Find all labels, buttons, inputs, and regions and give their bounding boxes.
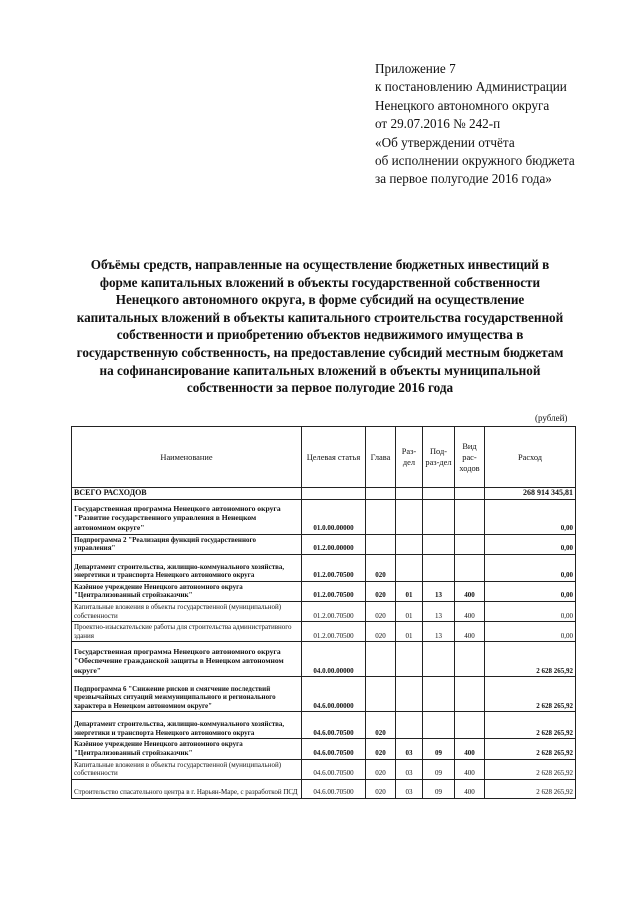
cell-subsection xyxy=(423,499,455,534)
table-row xyxy=(72,712,576,739)
cell-target: 01.2.00.70500 xyxy=(302,622,366,642)
cell-section: 03 xyxy=(396,759,423,779)
cell-name: Подпрограмма 6 "Снижение рисков и смягчение последствий чрезвычайных ситуаций межмуниципального и регионального характера в Ненецком автономном округе" xyxy=(72,677,302,712)
cell-chapter xyxy=(366,642,396,677)
cell-section xyxy=(396,677,423,712)
cell-target: 01.2.00.70500 xyxy=(302,554,366,581)
table-row xyxy=(72,622,576,642)
cell-subsection: 09 xyxy=(423,739,455,759)
cell-section xyxy=(396,534,423,554)
cell-name: Государственная программа Ненецкого автономного округа "Развитие государственного управления в Ненецком автономном округе" xyxy=(72,499,302,534)
cell-name: Государственная программа Ненецкого автономного округа "Обеспечение гражданской защиты в Ненецком автономном округе" xyxy=(72,642,302,677)
budget-table xyxy=(71,426,576,799)
cell-section xyxy=(396,554,423,581)
cell-target: 01.2.00.70500 xyxy=(302,581,366,601)
cell-name: Капитальные вложения в объекты государственной (муниципальной) собственности xyxy=(72,759,302,779)
cell-target: 04.0.00.00000 xyxy=(302,642,366,677)
appendix-line: «Об утверждении отчёта xyxy=(375,134,515,150)
cell-target xyxy=(302,488,366,500)
cell-chapter: 020 xyxy=(366,581,396,601)
appendix-line: за первое полугодие 2016 года» xyxy=(375,171,552,187)
cell-amount: 0,00 xyxy=(485,554,576,581)
cell-chapter: 020 xyxy=(366,601,396,621)
cell-section: 03 xyxy=(396,779,423,798)
cell-name: Капитальные вложения в объекты государственной (муниципальной) собственности xyxy=(72,601,302,621)
cell-name: Департамент строительства, жилищно-коммунального хозяйства, энергетики и транспорта Ненецкого автономного округа xyxy=(72,712,302,739)
appendix-line: Приложение 7 xyxy=(375,61,456,76)
table-row xyxy=(72,534,576,554)
cell-subsection: 13 xyxy=(423,622,455,642)
cell-expense-type: 400 xyxy=(455,759,485,779)
cell-subsection: 09 xyxy=(423,759,455,779)
table-row xyxy=(72,759,576,779)
cell-subsection: 13 xyxy=(423,581,455,601)
cell-name: ВСЕГО РАСХОДОВ xyxy=(72,488,302,500)
cell-expense-type xyxy=(455,488,485,500)
cell-target: 04.6.00.70500 xyxy=(302,712,366,739)
cell-expense-type: 400 xyxy=(455,601,485,621)
cell-expense-type: 400 xyxy=(455,779,485,798)
cell-target: 01.0.00.00000 xyxy=(302,499,366,534)
cell-chapter xyxy=(366,677,396,712)
cell-target: 01.2.00.70500 xyxy=(302,601,366,621)
cell-expense-type xyxy=(455,499,485,534)
header-amount: Расход xyxy=(485,427,576,488)
cell-subsection xyxy=(423,554,455,581)
header-target: Целевая статья xyxy=(302,427,366,488)
cell-subsection xyxy=(423,488,455,500)
cell-expense-type xyxy=(455,642,485,677)
cell-subsection: 13 xyxy=(423,601,455,621)
cell-name: Строительство спасательного центра в г. Нарьян-Маре, с разработкой ПСД xyxy=(72,779,302,798)
cell-amount: 2 628 265,92 xyxy=(485,677,576,712)
cell-section: 01 xyxy=(396,601,423,621)
cell-chapter: 020 xyxy=(366,739,396,759)
cell-target: 04.6.00.00000 xyxy=(302,677,366,712)
cell-name: Департамент строительства, жилищно-коммунального хозяйства, энергетики и транспорта Ненецкого автономного округа xyxy=(72,554,302,581)
cell-expense-type: 400 xyxy=(455,622,485,642)
cell-chapter: 020 xyxy=(366,554,396,581)
appendix-line: к постановлению Администрации xyxy=(375,79,567,95)
cell-target: 04.6.00.70500 xyxy=(302,759,366,779)
cell-name: Казённое учреждение Ненецкого автономного округа "Централизованный стройзаказчик" xyxy=(72,581,302,601)
cell-subsection xyxy=(423,712,455,739)
table-row xyxy=(72,739,576,759)
cell-expense-type xyxy=(455,534,485,554)
cell-section xyxy=(396,712,423,739)
table-row xyxy=(72,601,576,621)
cell-section xyxy=(396,499,423,534)
cell-expense-type xyxy=(455,677,485,712)
cell-amount: 2 628 265,92 xyxy=(485,779,576,798)
cell-chapter xyxy=(366,499,396,534)
cell-subsection: 09 xyxy=(423,779,455,798)
cell-expense-type: 400 xyxy=(455,581,485,601)
table-row xyxy=(72,642,576,677)
cell-amount: 2 628 265,92 xyxy=(485,642,576,677)
cell-expense-type: 400 xyxy=(455,739,485,759)
table-row xyxy=(72,677,576,712)
cell-chapter: 020 xyxy=(366,712,396,739)
cell-target: 01.2.00.00000 xyxy=(302,534,366,554)
table-header-row xyxy=(72,427,576,488)
cell-amount: 0,00 xyxy=(485,622,576,642)
cell-section: 03 xyxy=(396,739,423,759)
cell-amount: 2 628 265,92 xyxy=(485,739,576,759)
cell-section xyxy=(396,488,423,500)
cell-chapter: 020 xyxy=(366,622,396,642)
appendix-line: от 29.07.2016 № 242-п xyxy=(375,116,501,132)
cell-amount: 2 628 265,92 xyxy=(485,712,576,739)
cell-section: 01 xyxy=(396,622,423,642)
document-title: Объёмы средств, направленные на осуществление бюджетных инвестиций в форме капитальных вложений в объекты государственной собственности Ненецкого автономного округа, в форме субсидий на осуществление капитальных вложений в объекты капитального строительства государственной собственности и приобретению объектов недвижимого имущества в государственную собственность, на предоставление субсидий местным бюджетам на софинансирование капитальных вложений в объекты муниципальной собственности за первое полугодие 2016 года xyxy=(76,257,564,396)
cell-subsection xyxy=(423,642,455,677)
table-row xyxy=(72,779,576,798)
table-row xyxy=(72,581,576,601)
cell-expense-type xyxy=(455,554,485,581)
table-row xyxy=(72,488,576,500)
cell-subsection xyxy=(423,677,455,712)
cell-chapter xyxy=(366,534,396,554)
cell-chapter xyxy=(366,488,396,500)
appendix-block xyxy=(375,60,575,189)
cell-name: Проектно-изыскательские работы для строительства административного здания xyxy=(72,622,302,642)
cell-amount: 0,00 xyxy=(485,581,576,601)
header-expense-type: Вид рас-ходов xyxy=(455,427,485,488)
cell-target: 04.6.00.70500 xyxy=(302,739,366,759)
cell-chapter: 020 xyxy=(366,759,396,779)
cell-amount: 0,00 xyxy=(485,499,576,534)
header-subsection: Под-раз-дел xyxy=(423,427,455,488)
cell-amount: 0,00 xyxy=(485,601,576,621)
appendix-line: Ненецкого автономного округа xyxy=(375,97,550,113)
cell-amount: 2 628 265,92 xyxy=(485,759,576,779)
header-chapter: Глава xyxy=(366,427,396,488)
cell-subsection xyxy=(423,534,455,554)
cell-section: 01 xyxy=(396,581,423,601)
cell-section xyxy=(396,642,423,677)
cell-name: Подпрограмма 2 "Реализация функций государственного управления" xyxy=(72,534,302,554)
cell-chapter: 020 xyxy=(366,779,396,798)
cell-amount: 0,00 xyxy=(485,534,576,554)
cell-expense-type xyxy=(455,712,485,739)
header-name: Наименование xyxy=(72,427,302,488)
appendix-line: об исполнении окружного бюджета xyxy=(375,153,575,169)
cell-target: 04.6.00.70500 xyxy=(302,779,366,798)
cell-name: Казённое учреждение Ненецкого автономного округа "Централизованный стройзаказчик" xyxy=(72,739,302,759)
header-section: Раз-дел xyxy=(396,427,423,488)
cell-amount: 268 914 345,81 xyxy=(485,488,576,500)
table-row xyxy=(72,499,576,534)
table-row xyxy=(72,554,576,581)
units-label: (рублей) xyxy=(535,413,568,423)
